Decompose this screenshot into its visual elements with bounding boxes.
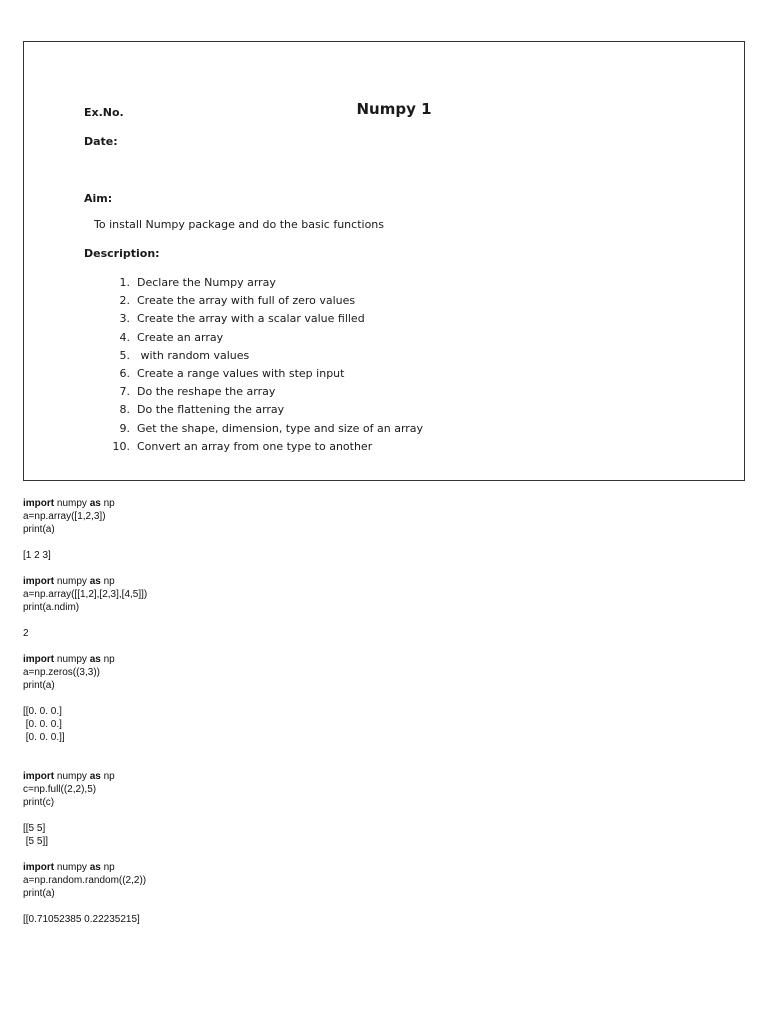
- date-label: Date:: [84, 135, 118, 148]
- aim-label: Aim:: [84, 192, 113, 205]
- code-output: [5 5]]: [23, 836, 49, 847]
- description-label: Description:: [84, 247, 160, 260]
- list-item: 6. Create a range values with step input: [119, 366, 345, 380]
- code-output: 2: [23, 628, 29, 639]
- code-line: print(a): [23, 680, 55, 691]
- code-section: [23, 497, 147, 926]
- code-output: [1 2 3]: [23, 550, 51, 561]
- code-line: a=np.array([1,2,3]): [23, 511, 106, 522]
- code-line: import numpy as np: [23, 576, 115, 587]
- list-item: 3. Create the array with a scalar value filled: [119, 312, 365, 326]
- code-line: import numpy as np: [23, 654, 115, 665]
- description-list: [106, 274, 423, 456]
- list-item: 8. Do the flattening the array: [119, 403, 285, 417]
- code-output: [[5 5]: [23, 823, 46, 834]
- code-output: [[0.71052385 0.22235215]: [23, 914, 140, 925]
- list-item: 1. Declare the Numpy array: [119, 276, 276, 289]
- list-item: 5. with random values: [119, 348, 250, 362]
- code-line: c=np.full((2,2),5): [23, 784, 97, 795]
- list-item: 7. Do the reshape the array: [119, 385, 276, 399]
- page-title: Numpy 1: [356, 100, 432, 118]
- code-line: a=np.random.random((2,2)): [23, 875, 147, 886]
- aim-text: To install Numpy package and do the basic functions: [94, 218, 385, 231]
- code-line: import numpy as np: [23, 771, 115, 782]
- list-item: 2. Create the array with full of zero values: [119, 294, 356, 308]
- exno-label: Ex.No.: [84, 106, 124, 119]
- list-item: 10. Convert an array from one type to another: [112, 439, 373, 453]
- list-item: 9. Get the shape, dimension, type and size of an array: [119, 421, 424, 435]
- code-output: [0. 0. 0.]: [23, 719, 62, 730]
- code-line: print(c): [23, 797, 55, 808]
- exercise-header-box: [23, 41, 745, 481]
- code-line: import numpy as np: [23, 498, 115, 509]
- code-output: [[0. 0. 0.]: [23, 706, 62, 717]
- code-line: print(a): [23, 888, 55, 899]
- list-item: 4. Create an array: [119, 330, 224, 344]
- code-line: a=np.zeros((3,3)): [23, 667, 100, 678]
- code-line: a=np.array([[1,2],[2,3],[4,5]]): [23, 589, 148, 600]
- code-line: print(a.ndim): [23, 602, 80, 613]
- code-line: print(a): [23, 524, 55, 535]
- code-line: import numpy as np: [23, 862, 115, 873]
- code-output: [0. 0. 0.]]: [23, 732, 65, 743]
